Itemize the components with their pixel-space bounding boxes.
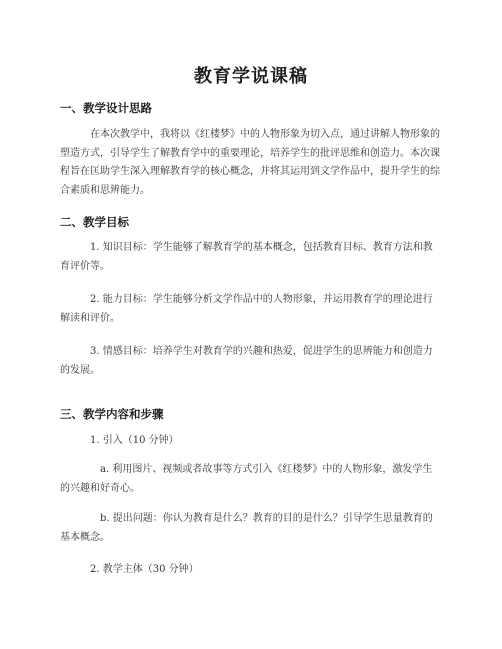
paragraph-step-a: a. 利用图片、视频或者故事等方式引入《红楼梦》中的人物形象，激发学生的兴趣和好奇心。 (60, 464, 433, 494)
paragraph-goal-emotion: 3. 情感目标：培养学生对教育学的兴趣和热爱，促进学生的思辨能力和创造力的发展。 (60, 346, 433, 376)
document-title: 教育学说课稿 (194, 66, 308, 87)
paragraph-design: 在本次教学中，我将以《红楼梦》中的人物形象为切入点，通过讲解人物形象的塑造方式，引导学生了解教育学中的重要理论，培养学生的批评思维和创造力。本次课程旨在匡助学生深入理解教育学的核心概念，并将其运用到文学作品中，提升学生的综合素质和思辨能力。 (60, 129, 440, 196)
section-heading-content: 三、教学内容和步骤 (60, 407, 164, 421)
paragraph-step-main: 2. 教学主体（30 分钟） (90, 564, 199, 575)
paragraph-step-b: b. 提出问题：你认为教育是什么？教育的目的是什么？引导学生思量教育的基本概念。 (60, 513, 433, 543)
section-heading-design: 一、教学设计思路 (60, 101, 152, 115)
paragraph-goal-knowledge: 1. 知识目标：学生能够了解教育学的基本概念，包括教育目标、教育方法和教育评价等。 (60, 242, 433, 272)
paragraph-step-intro: 1. 引入（10 分钟） (90, 435, 179, 446)
paragraph-goal-ability: 2. 能力目标：学生能够分析文学作品中的人物形象，并运用教育学的理论进行解读和评价。 (60, 294, 433, 324)
section-heading-goals: 二、教学目标 (60, 215, 129, 229)
